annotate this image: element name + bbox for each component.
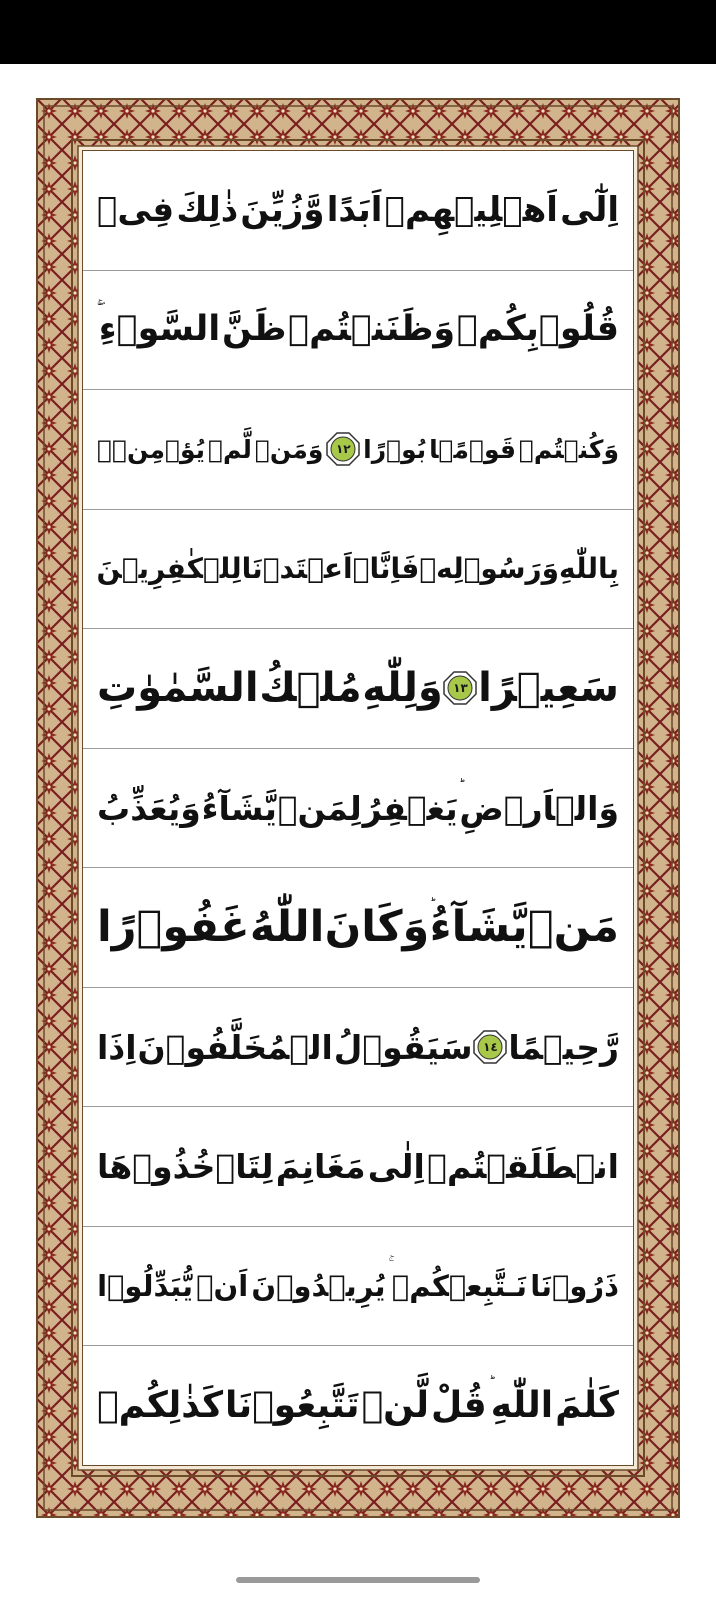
verse-text-panel [82, 150, 634, 1466]
verse-word: وَمَنۡ [254, 434, 324, 464]
verse-word: اللّٰهُ [249, 902, 325, 953]
ayah-number: ١٢ [335, 442, 351, 457]
verse-word: فِىۡ [97, 190, 175, 231]
verse-line [83, 151, 633, 271]
verse-word: اِلٰٓى [560, 190, 619, 231]
verse-line [83, 1107, 633, 1227]
verse-word: سَيَقُوۡلُ [333, 1027, 473, 1067]
verse-word: اِذَا [97, 1027, 137, 1067]
verse-word: سَعِيۡرًا [478, 665, 619, 712]
verse-word: مُلۡكُ [259, 665, 362, 712]
ayah-number-marker [473, 1030, 507, 1064]
verse-word: وَالۡاَرۡضِ [459, 788, 619, 828]
verse-line [83, 988, 633, 1108]
verse-word: تَتَّبِعُوۡنَا [225, 1384, 360, 1426]
verse-word: وَكُنۡتُمۡ [518, 434, 619, 464]
verse-word: يَغۡفِرُ [362, 788, 458, 828]
verse-word: ذٰلِكَ [176, 190, 239, 231]
verse-word: وَّزُيِّنَ [240, 190, 325, 231]
ayah-number: ١٤ [483, 1040, 498, 1055]
verse-word: وَرَسُوۡلِهٖ [419, 551, 560, 585]
verse-word: ذَرُوۡنَا [530, 1268, 619, 1303]
mushaf-page[interactable] [36, 98, 680, 1518]
verse-word: يُرِيۡدُوۡنَ [251, 1268, 386, 1303]
verse-word: لِمَنۡ [277, 788, 362, 828]
verse-line [83, 629, 633, 749]
verse-word: يَّشَآءُ [201, 788, 277, 828]
status-bar [0, 0, 716, 64]
home-indicator[interactable] [236, 1577, 480, 1583]
verse-line [83, 1346, 633, 1465]
verse-word: السَّمٰوٰتِ [97, 665, 259, 712]
verse-word: اَهۡلِيۡهِمۡ [384, 190, 558, 231]
verse-word: وَيُعَذِّبُ [97, 788, 201, 828]
verse-line [83, 1227, 633, 1347]
verse-word: بِاللّٰهِ [559, 551, 619, 585]
ayah-number: ١٣ [453, 681, 468, 696]
verse-word: وَلِلّٰهِ [362, 665, 443, 712]
verse-word: نَـتَّبِعۡكُمۡ [391, 1268, 528, 1303]
verse-word: فَاِنَّاۤ [352, 551, 420, 585]
verse-word: يُؤۡمِنۡۢ [97, 434, 206, 464]
ayah-number-marker [326, 432, 360, 466]
ayah-number-marker [443, 671, 477, 705]
verse-word: لِلۡكٰفِرِيۡنَ [96, 551, 242, 585]
verse-word: يُّبَدِّلُوۡا [97, 1268, 193, 1303]
verse-word: كَلٰمَ [555, 1384, 619, 1426]
verse-word: بُوۡرًا [363, 434, 427, 464]
verse-word: اللّٰهِ [490, 1384, 554, 1426]
verse-word: اِلٰى [367, 1147, 425, 1187]
verse-word: يَّشَآءُ [429, 902, 528, 953]
verse-word: وَكَانَ [324, 902, 430, 953]
verse-word: الۡمُخَلَّفُوۡنَ [137, 1027, 333, 1067]
verse-word: انۡطَلَقۡتُمۡ [427, 1147, 619, 1187]
verse-word: رَّحِيۡمًا [508, 1027, 619, 1067]
verse-word: لِتَاۡخُذُوۡهَا [97, 1147, 274, 1187]
verse-word: اَنۡ [196, 1268, 249, 1303]
verse-word: لَّمۡ [207, 434, 252, 464]
verse-word: لَّنۡ [361, 1384, 430, 1426]
verse-line [83, 749, 633, 869]
verse-word: ظَنَّ [222, 309, 287, 350]
verse-word: السَّوۡءِ [98, 309, 221, 350]
verse-word: مَغَانِمَ [275, 1147, 366, 1187]
verse-word: قُلْ [431, 1384, 487, 1426]
verse-word: كَذٰلِكُمۡ [97, 1384, 224, 1426]
verse-line [83, 271, 633, 391]
verse-word: اَعۡتَدۡنَا [241, 551, 353, 585]
verse-word: قُلُوۡبِكُمۡ [456, 309, 619, 350]
verse-line [83, 510, 633, 630]
verse-line [83, 868, 633, 988]
verse-word: قَوۡمًۢا [429, 434, 516, 464]
verse-word: اَبَدًا [326, 190, 383, 231]
verse-word: وَظَنَنۡتُمۡ [288, 309, 456, 350]
verse-word: مَنۡ [527, 902, 619, 953]
verse-word: غَفُوۡرًا [97, 902, 250, 953]
verse-line [83, 390, 633, 510]
